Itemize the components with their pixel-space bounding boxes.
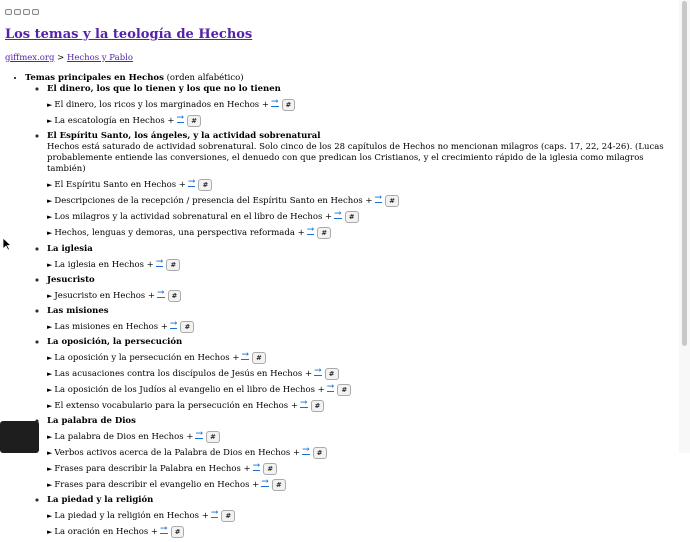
open-link-arrow-icon[interactable]: → — [210, 508, 219, 519]
breadcrumb-current-link[interactable]: Hechos y Pablo — [66, 52, 133, 63]
anchor-button[interactable]: # — [180, 321, 194, 333]
anchor-button[interactable]: # — [187, 115, 201, 127]
section-title: La piedad y la religión — [47, 495, 154, 506]
item-label[interactable]: Las acusaciones contra los discípulos de Jesús en Hechos — [54, 368, 303, 379]
root-note: (orden alfabético) — [163, 72, 244, 83]
section-item — [47, 495, 677, 538]
open-link-arrow-icon[interactable]: → — [195, 429, 204, 440]
disclosure-item[interactable] — [47, 195, 677, 207]
section-items — [47, 287, 677, 302]
plus-sign: + — [243, 464, 251, 475]
item-label[interactable]: Verbos activos acerca de la Palabra de Dios en Hechos — [54, 448, 291, 459]
plus-sign: + — [365, 196, 373, 207]
section-items — [47, 349, 677, 412]
plus-sign: + — [261, 100, 269, 111]
anchor-button[interactable]: # — [221, 510, 235, 522]
item-label[interactable]: La escatología en Hechos — [54, 116, 165, 127]
expand-triangle-icon[interactable]: ► — [47, 197, 53, 206]
disclosure-item[interactable] — [47, 479, 677, 491]
plus-sign: + — [160, 321, 168, 332]
section-title: Jesucristo — [47, 274, 95, 285]
anchor-button[interactable]: # — [198, 179, 212, 191]
root-title: Temas principales en Hechos — [25, 72, 164, 83]
anchor-button[interactable]: # — [168, 290, 182, 302]
toolbar-dots[interactable] — [5, 9, 677, 15]
item-label[interactable]: La oposición de los Judíos al evangelio en el libro de Hechos — [54, 384, 315, 395]
anchor-button[interactable]: # — [311, 400, 325, 412]
expand-triangle-icon[interactable]: ► — [47, 353, 53, 362]
topics-tree — [5, 73, 677, 538]
anchor-button[interactable]: # — [337, 384, 351, 396]
open-link-arrow-icon[interactable]: → — [252, 461, 261, 472]
expand-triangle-icon[interactable]: ► — [47, 528, 53, 537]
section-items — [47, 318, 677, 333]
section-item — [47, 84, 677, 127]
disclosure-item[interactable] — [47, 318, 677, 333]
anchor-button[interactable]: # — [313, 447, 327, 459]
open-link-arrow-icon[interactable]: → — [169, 318, 178, 329]
open-link-arrow-icon[interactable]: → — [334, 209, 342, 220]
open-link-arrow-icon[interactable]: → — [326, 381, 335, 392]
expand-triangle-icon[interactable]: ► — [47, 465, 53, 474]
expand-triangle-icon[interactable]: ► — [47, 213, 53, 222]
section-title: El dinero, los que lo tienen y los que no lo tienen — [47, 83, 281, 94]
sections-list — [25, 84, 677, 538]
plus-sign: + — [297, 228, 305, 239]
open-link-arrow-icon[interactable]: → — [302, 445, 310, 456]
item-label[interactable]: La piedad y la religión en Hechos — [54, 511, 199, 522]
item-label[interactable]: Jesucristo en Hechos — [54, 290, 146, 301]
disclosure-item[interactable] — [47, 99, 677, 111]
anchor-button[interactable]: # — [282, 99, 296, 111]
disclosure-item[interactable] — [47, 381, 677, 396]
item-label[interactable]: Frases para describir el evangelio en Hechos — [54, 480, 250, 491]
breadcrumb-home-link[interactable]: giffmex.org — [5, 52, 55, 63]
plus-sign: + — [325, 212, 333, 223]
disclosure-item[interactable] — [47, 463, 677, 475]
section-item — [47, 306, 677, 333]
expand-triangle-icon[interactable]: ► — [47, 385, 53, 394]
disclosure-item[interactable] — [47, 431, 677, 443]
disclosure-item[interactable] — [47, 510, 677, 522]
vertical-scrollbar[interactable] — [679, 0, 690, 453]
page-title — [5, 27, 677, 44]
plus-sign: + — [252, 480, 260, 491]
item-label[interactable]: El extenso vocabulario para la persecución en Hechos — [54, 400, 289, 411]
expand-triangle-icon[interactable]: ► — [47, 117, 53, 126]
open-link-arrow-icon[interactable]: → — [299, 397, 308, 408]
item-label[interactable]: La iglesia en Hechos — [54, 259, 144, 270]
section-description: Hechos está saturado de actividad sobrenatural. Solo cinco de los 28 capítulos de Hechos no mencionan milagros (caps. 17, 22, 24-26). (Lucas probablemente entiende las conversiones, el denuedo con que predican los Cristianos, y el crecimiento rápido de la iglesia como milagros también) — [47, 142, 664, 175]
page-title-link[interactable]: Los temas y la teología de Hechos — [5, 27, 253, 42]
section-title: Las misiones — [47, 305, 109, 316]
plus-sign: + — [201, 511, 209, 522]
disclosure-item[interactable] — [47, 349, 677, 364]
plus-sign: + — [150, 527, 159, 538]
item-label[interactable]: Las misiones en Hechos — [54, 321, 159, 332]
disclosure-item[interactable] — [47, 256, 677, 271]
open-link-arrow-icon[interactable]: → — [241, 349, 249, 360]
anchor-button[interactable]: # — [171, 526, 185, 538]
plus-sign: + — [186, 432, 194, 443]
open-link-arrow-icon[interactable]: → — [261, 477, 269, 488]
breadcrumb — [5, 53, 677, 64]
anchor-button[interactable]: # — [325, 368, 339, 380]
section-item — [47, 244, 677, 271]
disclosure-item[interactable] — [47, 287, 677, 302]
section-title: El Espíritu Santo, los ángeles, y la actividad sobrenatural — [47, 131, 321, 142]
plus-sign: + — [178, 180, 186, 191]
disclosure-item[interactable] — [47, 397, 677, 412]
anchor-button[interactable]: # — [317, 227, 331, 239]
expand-triangle-icon[interactable]: ► — [47, 260, 53, 269]
disclosure-item[interactable] — [47, 365, 677, 380]
open-link-arrow-icon[interactable]: → — [271, 97, 279, 108]
expand-triangle-icon[interactable]: ► — [47, 101, 53, 110]
anchor-button[interactable]: # — [345, 211, 359, 223]
open-link-arrow-icon[interactable]: → — [176, 113, 185, 124]
plus-sign: + — [146, 259, 154, 270]
section-title: La palabra de Dios — [47, 416, 136, 427]
item-label[interactable]: Frases para describir la Palabra en Hechos — [54, 464, 241, 475]
expand-triangle-icon[interactable]: ► — [47, 291, 53, 300]
taskbar-panel[interactable] — [0, 421, 39, 453]
disclosure-item[interactable] — [47, 115, 677, 127]
section-item — [47, 337, 677, 412]
anchor-button[interactable]: # — [385, 195, 399, 207]
open-link-arrow-icon[interactable]: → — [306, 225, 315, 236]
plus-sign: + — [147, 290, 155, 301]
item-label[interactable]: Descripciones de la recepción / presencia del Espíritu Santo en Hechos — [54, 196, 363, 207]
plus-sign: + — [232, 352, 240, 363]
anchor-button[interactable]: # — [263, 463, 277, 475]
item-label[interactable]: La oración en Hechos — [54, 527, 149, 538]
section-items — [47, 179, 677, 239]
anchor-button[interactable]: # — [272, 479, 286, 491]
plus-sign: + — [317, 384, 325, 395]
disclosure-item[interactable] — [47, 526, 677, 538]
expand-triangle-icon[interactable]: ► — [47, 401, 53, 410]
plus-sign: + — [290, 400, 298, 411]
expand-triangle-icon[interactable]: ► — [47, 322, 53, 331]
disclosure-item[interactable] — [47, 227, 677, 239]
anchor-button[interactable]: # — [166, 259, 180, 271]
breadcrumb-separator: > — [57, 52, 65, 63]
plus-sign: + — [167, 116, 175, 127]
expand-triangle-icon[interactable]: ► — [47, 512, 53, 521]
section-title: La oposición, la persecución — [47, 336, 183, 347]
section-item — [47, 416, 677, 491]
open-link-arrow-icon[interactable]: → — [374, 193, 383, 204]
plus-sign: + — [292, 448, 301, 459]
section-items — [47, 431, 677, 491]
section-items — [47, 510, 677, 538]
expand-triangle-icon[interactable]: ► — [47, 433, 53, 442]
mouse-cursor-icon — [3, 238, 12, 251]
open-link-arrow-icon[interactable]: → — [155, 256, 164, 267]
item-label[interactable]: Los milagros y la actividad sobrenatural en el libro de Hechos — [54, 212, 323, 223]
disclosure-item[interactable] — [47, 211, 677, 223]
open-link-arrow-icon[interactable]: → — [157, 287, 165, 298]
section-item — [47, 131, 677, 239]
expand-triangle-icon[interactable]: ► — [47, 481, 53, 490]
disclosure-item[interactable] — [47, 447, 677, 459]
section-items — [47, 99, 677, 127]
item-label[interactable]: El dinero, los ricos y los marginados en Hechos — [54, 100, 260, 111]
anchor-button[interactable]: # — [206, 431, 220, 443]
open-link-arrow-icon[interactable]: → — [187, 177, 196, 188]
expand-triangle-icon[interactable]: ► — [47, 449, 53, 458]
item-label[interactable]: Hechos, lenguas y demoras, una perspectiva reformada — [54, 228, 295, 239]
page-content — [5, 0, 677, 542]
expand-triangle-icon[interactable]: ► — [47, 229, 53, 238]
disclosure-item[interactable] — [47, 179, 677, 191]
item-label[interactable]: El Espíritu Santo en Hechos — [54, 180, 177, 191]
expand-triangle-icon[interactable]: ► — [47, 181, 53, 190]
item-label[interactable]: La oposición y la persecución en Hechos — [54, 352, 230, 363]
plus-sign: + — [304, 368, 313, 379]
section-title: La iglesia — [47, 243, 93, 254]
open-link-arrow-icon[interactable]: → — [314, 365, 322, 376]
open-link-arrow-icon[interactable]: → — [160, 524, 168, 535]
item-label[interactable]: La palabra de Dios en Hechos — [54, 432, 184, 443]
section-items — [47, 256, 677, 271]
scrollbar-thumb[interactable] — [682, 1, 687, 346]
anchor-button[interactable]: # — [252, 352, 266, 364]
section-item — [47, 275, 677, 302]
expand-triangle-icon[interactable]: ► — [47, 369, 53, 378]
root-item — [25, 73, 677, 538]
